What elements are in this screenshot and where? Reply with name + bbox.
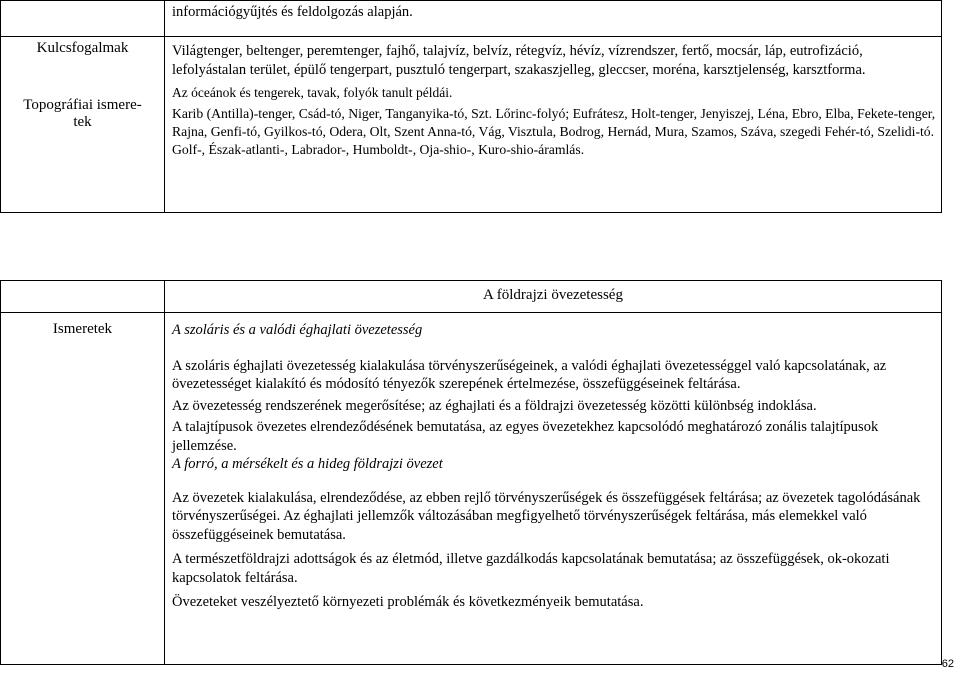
paragraph-4: Az övezetek kialakulása, elrendeződése, az ebben rejlő törvényszerűségek és összefüggések feltárása; az övezetek tagolódásának törvényszerűségei. Az éghajlati jellemzők változásában megfigyelhető törvényszerűségek feltárása, más elemekkel való összefüggéseinek bemutatása.: [172, 489, 921, 543]
title-cell: [165, 281, 942, 313]
paragraph-5: A természetföldrajzi adottságok és az életmód, illetve gazdálkodás kapcsolatának bemutatása; az összefüggések, ok-okozati kapcsolatok feltárása.: [172, 551, 890, 586]
paragraph-1: A szoláris éghajlati övezetesség kialakulása törvényszerűségeinek, a valódi éghajlati övezetességgel való kapcsolatának, az övezetességet kialakító és módosító tényezők szerepének értelmezése, összefüggéseinek feltárása.: [172, 357, 887, 392]
label-kulcsfogalmak: Kulcsfogalmak: [36, 40, 129, 56]
paragraph-3: A talajtípusok övezetes elrendeződésének bemutatása, az egyes övezetekhez kapcsolódó meghatározó zonális talajtípusok jellemzése.: [172, 419, 879, 454]
label-ismeretek: Ismeretek: [52, 321, 113, 337]
content-cell: [165, 37, 942, 213]
subsection-title-szolaris: A szoláris és a valódi éghajlati övezetesség: [172, 322, 423, 338]
curriculum-table-bottom: [0, 280, 942, 665]
empty-label-cell: [1, 1, 165, 37]
label-topografiai: Topográfiai ismere-tek: [23, 97, 142, 130]
label-cell: [1, 37, 165, 213]
label-cell: [1, 313, 165, 665]
page-number: 62: [941, 658, 954, 670]
topografia-paragraph-2: Karib (Antilla)-tenger, Csád-tó, Niger, Tanganyika-tó, Szt. Lőrinc-folyó; Eufrátesz, Holt-tenger, Jenyiszej, Léna, Ebro, Elba, Fekete-tenger, Rajna, Genfi-tó, Gyilkos-tó, Odera, Olt, Szent Anna-tó, Vág, Visztula, Bodrog, Hernád, Mura, Szamos, Száva, szegedi Fehér-tó, Szelidi-tó. Golf-, Észak-atlanti-, Labrador-, Humboldt-, Oja-shio-, Kuro-shio-áramlás.: [172, 105, 936, 157]
content-cell: [165, 313, 942, 665]
continuation-text: információgyűjtés és feldolgozás alapján.: [172, 4, 413, 20]
paragraph-6: Övezeteket veszélyeztető környezeti problémák és következményeik bemutatása.: [172, 594, 644, 610]
topografia-paragraph-1: Az óceánok és tengerek, tavak, folyók tanult példái.: [172, 85, 453, 100]
subsection-title-ovezetek: A forró, a mérsékelt és a hideg földrajzi övezet: [172, 456, 443, 472]
empty-label-cell: [1, 281, 165, 313]
continuation-cell: [165, 1, 942, 37]
paragraph-2: Az övezetesség rendszerének megerősítése; az éghajlati és a földrajzi övezetesség közötti különbség indoklása.: [172, 397, 817, 414]
section-title: A földrajzi övezetesség: [483, 287, 623, 303]
curriculum-table-top: [0, 0, 942, 213]
kulcsfogalmak-text: Világtenger, beltenger, peremtenger, fajhő, talajvíz, belvíz, rétegvíz, hévíz, vízrendszer, fertő, mocsár, láp, eutrofizáció, lefolyástalan terület, épülő tengerpart, pusztuló tengerpart, szakaszjelleg, gleccser, moréna, karsztjelenség, karsztforma.: [172, 43, 866, 78]
